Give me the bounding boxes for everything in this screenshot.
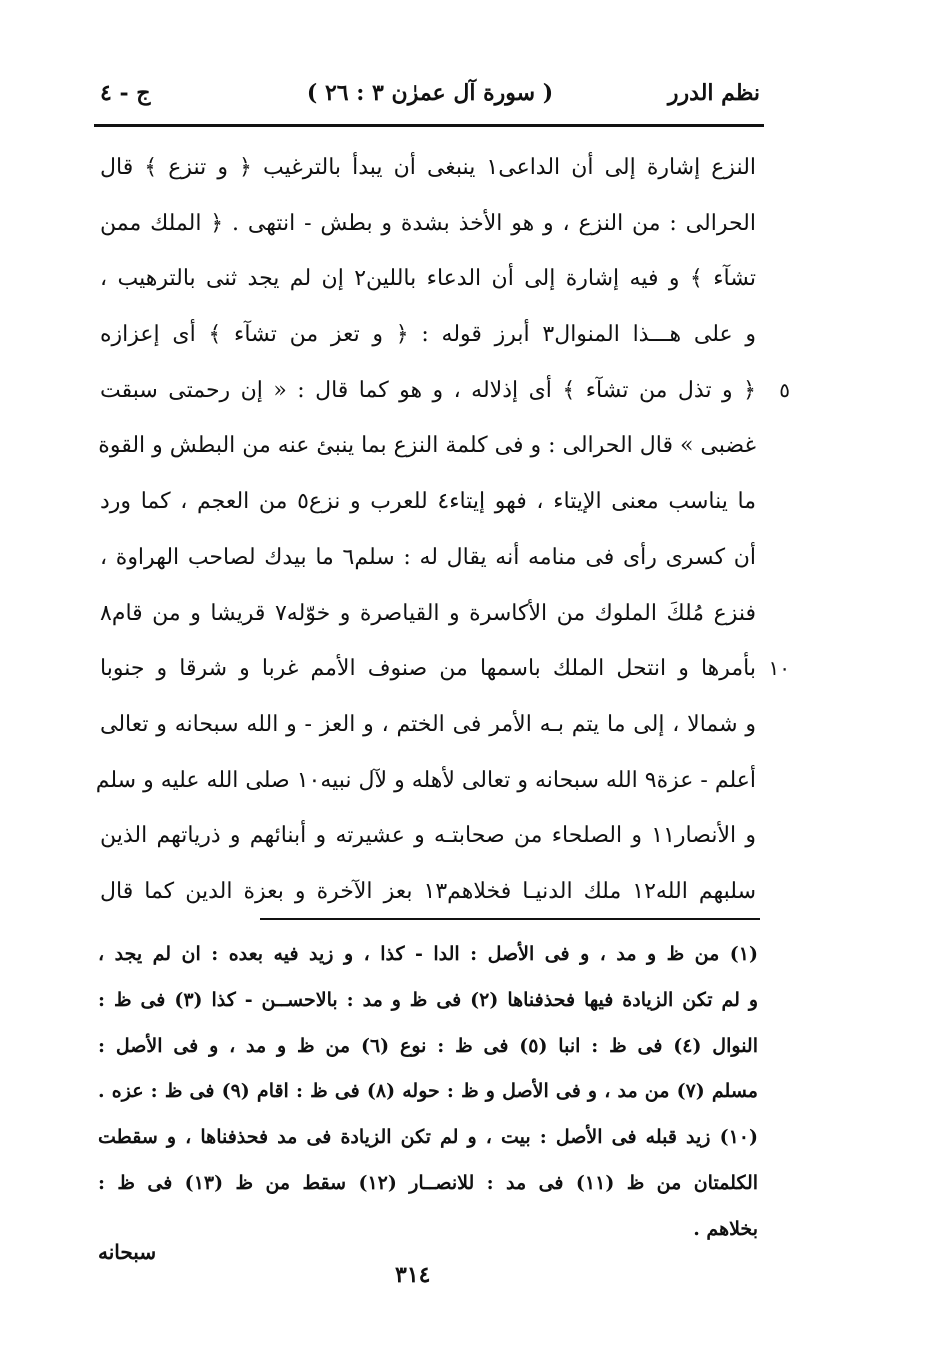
catchword: سبحانه: [98, 1240, 157, 1264]
text-line: بأمرها و انتحل الملك باسمها من صنوف الأمم غربا و شرقا و جنوبا ١٠: [100, 641, 756, 697]
text-line: و شمالا ، إلى ما يتم بـه الأمر فى الختم ، و العز - و الله سبحانه و تعالى: [100, 711, 756, 737]
text-line: سلبهم الله١٢ ملك الدنيـا فخلاهم١٣ بعز الآخرة و بعزة الدين كما قال: [100, 878, 757, 904]
footnote-line: النوال (٤) فى ظ : انبا (٥) فى ظ : نوع (٦) من ظ و مد ، و فى الأصل :: [98, 1034, 758, 1057]
text-line: أعلم - عزة٩ الله سبحانه و تعالى لأهله و لآل نبيه١٠ صلى الله عليه و سلم: [95, 767, 756, 793]
text-line: غضبى » قال الحرالى : و فى كلمة النزع بما ينبئ عنه من البطش و القوة: [98, 433, 756, 459]
text-line: فنزع مُلكَ الملوك من الأكاسرة و القياصرة و خوّله٧ قريشا و من قام٨: [100, 600, 756, 626]
surah-reference: ( سورة آل عمرٰن ٣ : ٢٦ ): [306, 80, 554, 106]
header-rule: [94, 124, 764, 127]
page-number: ٣١٤: [395, 1262, 431, 1288]
running-header: [100, 80, 760, 116]
book-title: نظم الدرر: [667, 80, 760, 106]
footnote-line: الكلمتان من ظ (١١) فى مد : للانصــار (١٢) سقط من ظ (١٣) فى ظ :: [98, 1171, 759, 1194]
footnote-line: و لم تكن الزيادة فيها فحذفناها (٢) فى ظ و مد : بالاحســن - كذا (٣) فى ظ :: [98, 988, 758, 1011]
text-line: ﴿ و تذل من تشآء ﴾ أى إذلاله ، و هو كما قال : « إن رحمتى سبقت ٥: [100, 363, 756, 419]
text-line: و على هـــذا المنوال٣ أبرز قوله : ﴿ و تعز من تشآء ﴾ أى إعزازه: [100, 322, 756, 348]
footnote-line: (١٠) زيد قبله فى الأصل : بيت ، و لم تكن الزيادة فى مد فحذفناها ، و سقطت: [98, 1126, 758, 1149]
text-line: النزع إشارة إلى أن الداعى١ ينبغى أن يبدأ بالترغيب ﴿ و تنزع ﴾ قال: [100, 155, 757, 180]
footnote-line: بخلاهم .: [693, 1217, 758, 1240]
text-line: تشآء ﴾ و فيه إشارة إلى أن الدعاء باللين٢ إن لم يجد ثنى بالترهيب ،: [100, 266, 757, 292]
line-number: ٥: [779, 377, 790, 402]
footnotes: [98, 932, 758, 1253]
footnote-line: مسلم (٧) من مد ، و فى الأصل و ظ : حوله (٨) فى ظ : اقام (٩) فى ظ : عزه .: [98, 1080, 758, 1103]
footnote-line: (١) من ظ و مد ، و فى الأصل : الدا - كذا ، و زيد فيه بعده : ان لم يجد ،: [98, 943, 758, 965]
text-line: ما يناسب معنى الإيتاء ، فهو إيتاء٤ للعرب و نزع٥ من العجم ، كما ورد: [100, 489, 756, 515]
main-text: [95, 140, 790, 920]
footnote-rule: [260, 918, 760, 920]
volume-label: ج - ٤: [100, 80, 151, 106]
line-number: ١٠: [768, 656, 790, 681]
text-line: أن كسرى رأى فى منامه أنه يقال له : سلم٦ ما بيدك لصاحب الهراوة ،: [100, 544, 756, 570]
text-line: و الأنصار١١ و الصلحاء من صحابتـه و عشيرته و أبنائهم و ذرياتهم الذين: [100, 823, 756, 849]
text-line: الحرالى : من النزع ، و هو الأخذ بشدة و بطش - انتهى . ﴿ الملك ممن: [100, 210, 756, 236]
